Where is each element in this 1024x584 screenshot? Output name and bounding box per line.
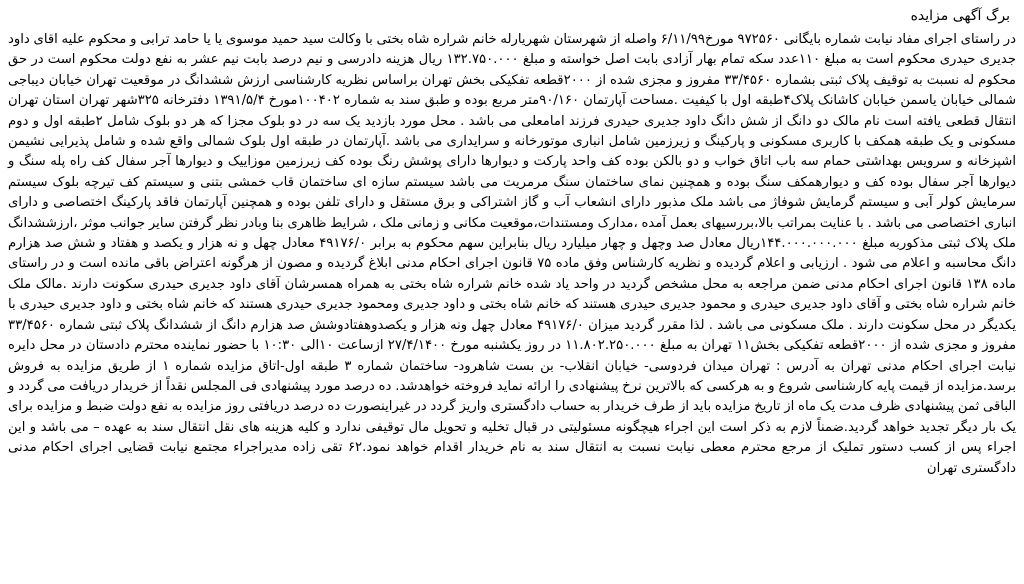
- notice-body: در راستای اجرای مفاد نیابت شماره بایگانی ۹۷۲۵۶۰ مورخ۶/۱۱/۹۹ واصله از شهرستان شهریارله خانم شراره شاه بختی با وکالت سید حمید موسوی یا یا حامد ترابی و محکوم علیه اقای داود جدیری حیدری محکوم است به مبلغ ۱۱۰عدد سکه تمام بهار آزادی بابت اصل خواسته و مبلغ ۱۳۲.۷۵۰.۰۰۰ ریال هزینه دادرسی و نیم درصد بابت نیم عشر به نفع دولت محکوم است در حق محکوم له نسبت به توقیف پلاک ثبتی بشماره ۳۳/۴۵۶۰ مفروز و مجزی شده از ۲۰۰۰قطعه تفکیکی بخش تهران براساس نظریه کارشناسی ارزش ششدانگ در موقعیت تهران خیابان دیباجی شمالی خیابان یاسمن خیابان کاشانک پلاک۴طبقه اول با کیفیت .مساحت آپارتمان ۹۰/۱۶۰متر مربع بوده و طبق سند به شماره ۱۰۰۴۰۲مورخ ۱۳۹۱/۵/۴ دفترخانه ۳۲۵شهر تهران استان تهران انتقال قطعی یافته است نام مالک دو دانگ از شش دانگ داود جدیری حیدری فرزند امامعلی می باشد . محل مورد بازدید یک سه در دو بلوک مجزا که هر دو بلوک شامل ۲طبقه اول و دوم مسکونی و یک طبقه همکف با کاربری مسکونی و پارکینگ و زیرزمین شامل انباری موتورخانه و سرایداری می باشد .آپارتمان در طبقه اول بلوک شمالی واقع شده و شامل پذیرایی نشیمن اشپزخانه و سرویس بهداشتی حمام سه باب اتاق خواب و دو بالکن بوده کف واحد پارکت و دیوارها دارای پوشش رنگ بوده کف زیرزمین موزاییک و دیوارها آجر سفال کف راه پله سنگ و دیوارها آجر سفال بوده کف و دیوارهمکف سنگ بوده و همچنین نمای ساختمان سنگ مرمریت می باشد سیستم سازه ای ساختمان قاب خمشی بتنی و سیستم کف تیرچه بلوک سیستم سرمایش کولر آبی و سیستم گرمایش شوفاژ می باشد ملک مذبور دارای انشعاب آب و گاز اشتراکی و برق مستقل و دارای تلفن بوده و همچنین آپارتمان فاقد پارکینگ اختصاصی و دارای انباری اختصاصی می باشد . با عنایت بمراتب بالا،بررسیهای بعمل آمده ،مدارک ومستندات،موقعیت مکانی و زمانی ملک ، شرایط ظاهری بنا وبادر نظر گرفتن سایر جوانب موثر ،ارزششدانگ ملک پلاک ثبتی مذکوربه مبلغ ۱۴۴.۰۰۰.۰۰۰.۰۰۰ریال معادل صد وچهل و چهار میلیارد ریال بنابراین سهم محکوم به برابر ۴۹۱۷۶/۰ معادل چهل و نه هزار و یکصد و هفتاد و شش صد هزارم دانگ محاسبه و اعلام می شود . ارزیابی و اعلام گردیده و نظریه کارشناس وفق ماده ۷۵ قانون اجرای احکام مدنی ابلاغ گردیده و مصون از هرگونه اعتراض باقی مانده است و در راستای ماده ۱۳۸ قانون اجرای احکام مدنی ضمن مراجعه به محل مشخص گردید در واحد یاد شده خانم شراره شاه بختی به همراه همسرشان آقای داود جدیری حیدری سکونت دارند .مالک ملک خانم شراره شاه بختی و آقای داود جدیری حیدری و محمود جدیری حیدری هستند که خانم شاه بختی و داود جدیری ومحمود جدیری حیدری هستند که خانم شاه بختی و داود جدیری حیدری با یکدیگر در محل سکونت دارند . ملک مسکونی می باشد . لذا مقرر گردید میزان ۴۹۱۷۶/۰ معادل چهل ونه هزار و یکصدوهفتادوشش صد هزارم دانگ از ششدانگ پلاک ثبتی شماره ۳۳/۴۵۶۰ مفروز و مجزی شده از ۲۰۰۰قطعه تفکیکی بخش۱۱ تهران به مبلغ ۱۱.۸۰۲.۲۵۰.۰۰۰ در روز یکشنبه مورخ ۲۷/۴/۱۴۰۰ ازساعت ۱۰الی ۱۰:۳۰ با حضور نماینده محترم دادستان در محل دایره نیابت اجرای احکام مدنی تهران به آدرس : تهران میدان فردوسی- خیابان انقلاب- بن بست شاهرود- ساختمان شماره ۳ طبقه اول-اتاق مزایده شماره ۱ از طریق مزایده به فروش برسد.مزایده از قیمت پایه کارشناسی شروع و به هرکسی که بالاترین نرخ پیشنهادی را ارائه نماید فروخته خواهدشد. ده درصد مورد پیشنهادی فی المجلس نقداً از خریدار دریافت می گردد و الباقی ثمن پیشنهادی ظرف مدت یک ماه از تاریخ مزایده باید از طرف خریدار به حساب دادگستری واریز گردد در غیراینصورت ده درصد دریافتی روز مزایده به نفع دولت ضبط و مزایده برای یک بار دیگر تجدید خواهد گردید.ضمناً لازم به ذکر است این اجراء هیچگونه مسئولیتی در قبال تخلیه و تحویل مال توقیفی ندارد و کلیه هزینه های نقل انتقال سند به عهده – می باشد و این اجراء پس از کسب دستور تملیک از مرجع محترم معطی نیابت نسبت به انتقال سند به نام خریدار اقدام خواهد نمود.۶۲ تقی زاده مدیراجراء مجتمع نیابت قضایی اجرای احکام مدنی دادگستری تهران: [8, 32, 1017, 476]
- notice-title: برگ آگهی مزایده: [910, 8, 1010, 24]
- auction-notice: [8, 6, 1016, 578]
